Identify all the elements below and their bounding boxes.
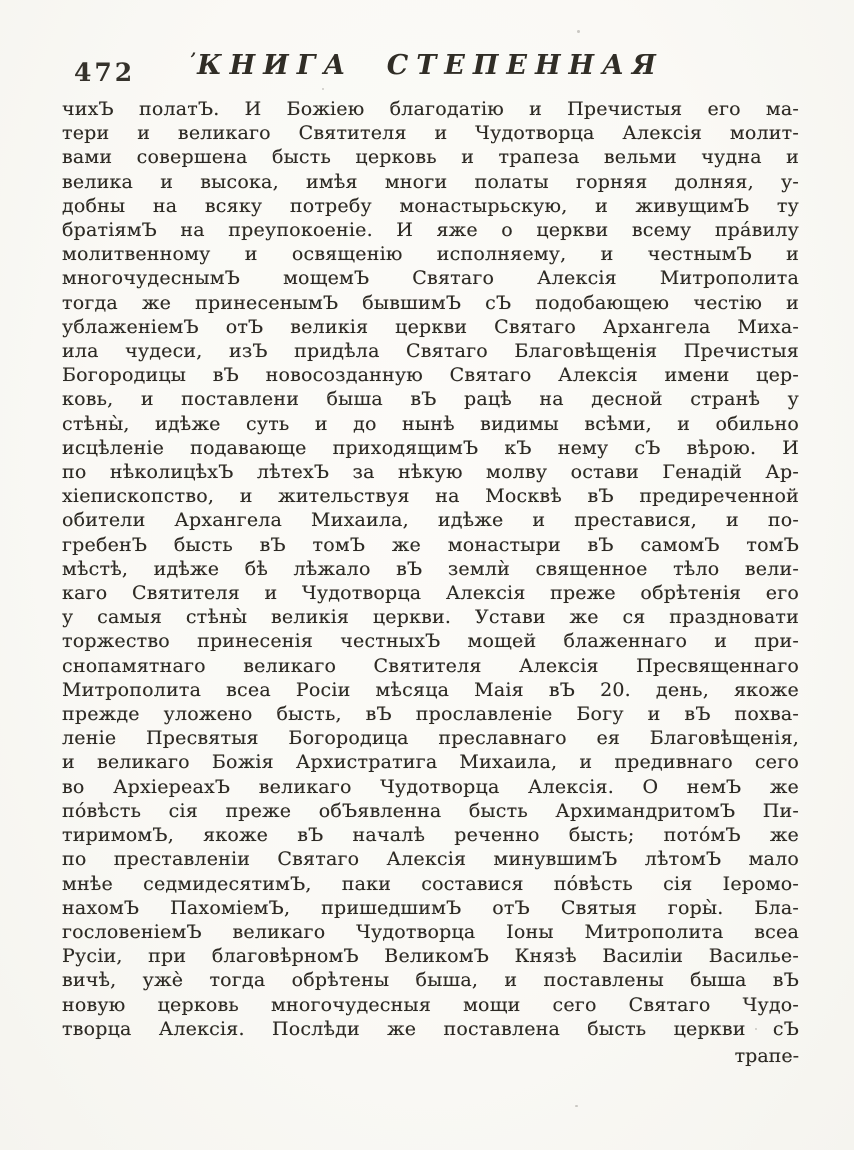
text-line: ковь, и поставлени быша вЪ рацѣ на десной странѣ у — [62, 388, 799, 411]
text-line: мнѣе седмидесятимЪ, паки составися по́вѣсть сія Іеромо- — [62, 872, 799, 895]
text-line: у самыя стѣны̀ великія церкви. Устави же ся праздновати — [62, 606, 799, 629]
scan-speckle — [755, 1028, 757, 1030]
text-line: вичѣ, ужѐ тогда обрѣтены быша, и поставлены быша вЪ — [62, 969, 799, 992]
text-line: торжество принесенія честныхЪ мощей блаженнаго и при- — [62, 630, 799, 653]
running-title — [0, 50, 854, 81]
scan-speckle — [575, 1105, 578, 1107]
catchword: трапе- — [734, 1045, 799, 1067]
text-line: Богородицы вЪ новосозданную Святаго Алексія имени цер- — [62, 364, 799, 387]
text-line: стѣны̀, идѣже суть и до нынѣ видимы всѣми, и обильно — [62, 412, 799, 435]
text-line: исцѣленіе подавающе приходящимЪ кЪ нему сЪ вѣрою. И — [62, 436, 799, 459]
text-line: братіямЪ на преупокоеніе. И яже о церкви всему пра́вилу — [62, 219, 799, 242]
page-number: 472 — [74, 58, 136, 87]
text-line: леніе Пресвятыя Богородица преславнаго ея Благовѣщенія, — [62, 727, 799, 750]
text-line: обители Архангела Михаила, идѣже и преставися, и по- — [62, 509, 799, 532]
text-line: нахомЪ ПахоміемЪ, пришедшимЪ отЪ Святыя горы̀. Бла- — [62, 896, 799, 919]
text-line: гословеніемЪ великаго Чудотворца Іоны Митрополита всеа — [62, 920, 799, 943]
text-line: гребенЪ бысть вЪ томЪ же монастыри вЪ самомЪ томЪ — [62, 533, 799, 556]
scan-speckle — [322, 88, 324, 90]
text-line: по́вѣсть сія преже обЪявленна бысть АрхимандритомЪ Пи- — [62, 799, 799, 822]
header-mark: ’ — [190, 50, 197, 70]
text-line: чихЪ полатЪ. И Божіею благодатію и Пречистыя его ма- — [62, 98, 799, 120]
scan-speckle — [577, 30, 580, 33]
text-line: Митрополита всеа Росіи мѣсяца Маія вЪ 20. день, якоже — [62, 678, 799, 701]
scan-speckle — [560, 665, 562, 667]
text-line: тиримомЪ, якоже вЪ началѣ реченно бысть; пото́мЪ же — [62, 824, 799, 847]
text-line: Русіи, при благовѣрномЪ ВеликомЪ Князѣ Василіи Василье- — [62, 945, 799, 968]
text-line: молитвенному и освященію исполняему, и честнымЪ и — [62, 243, 799, 266]
text-line: прежде уложено бысть, вЪ прославленіе Богу и вЪ похва- — [62, 703, 799, 726]
text-line: ила чудеси, изЪ придѣла Святаго Благовѣщенія Пречистыя — [62, 340, 799, 363]
text-line: добны на всяку потребу монастырьскую, и живущимЪ ту — [62, 194, 799, 217]
text-line: по нѣколицѣхЪ лѣтехЪ за нѣкую молву остави Генадій Ар- — [62, 461, 799, 484]
text-block — [62, 97, 799, 1041]
text-line: снопамятнаго великаго Святителя Алексія Пресвященнаго — [62, 654, 799, 677]
text-line: велика и высока, имѣя многи полаты горняя долняя, у- — [62, 170, 799, 193]
text-line: ублаженіемЪ отЪ великія церкви Святаго Архангела Миха- — [62, 315, 799, 338]
text-line: мѣстѣ, идѣже бѣ лѣжало вЪ землѝ священное тѣло вели- — [62, 557, 799, 580]
text-line: многочудеснымЪ мощемЪ Святаго Алексія Митрополита — [62, 267, 799, 290]
text-line: каго Святителя и Чудотворца Алексія преже обрѣтенія его — [62, 582, 799, 605]
text-line: вами совершена бысть церковь и трапеза вельми чудна и — [62, 146, 799, 169]
running-title-text: КНИГА СТЕПЕННАЯ — [197, 50, 664, 81]
page-header — [0, 50, 854, 90]
text-line: тери и великаго Святителя и Чудотворца Алексія молит- — [62, 122, 799, 145]
text-line: тогда же принесенымЪ бывшимЪ сЪ подобающею честію и — [62, 291, 799, 314]
text-line: новую церковь многочудесныя мощи сего Святаго Чудо- — [62, 993, 799, 1016]
text-line: во АрхіереахЪ великаго Чудотворца Алексія. О немЪ же — [62, 775, 799, 798]
text-line: хіепископство, и жительствуя на Москвѣ вЪ предиреченной — [62, 485, 799, 508]
text-line: творца Алексія. Послѣди же поставлена бысть церкви сЪ — [62, 1017, 799, 1040]
text-line: по преставленіи Святаго Алексія минувшимЪ лѣтомЪ мало — [62, 848, 799, 871]
text-line: и великаго Божія Архистратига Михаила, и предивнаго сего — [62, 751, 799, 774]
